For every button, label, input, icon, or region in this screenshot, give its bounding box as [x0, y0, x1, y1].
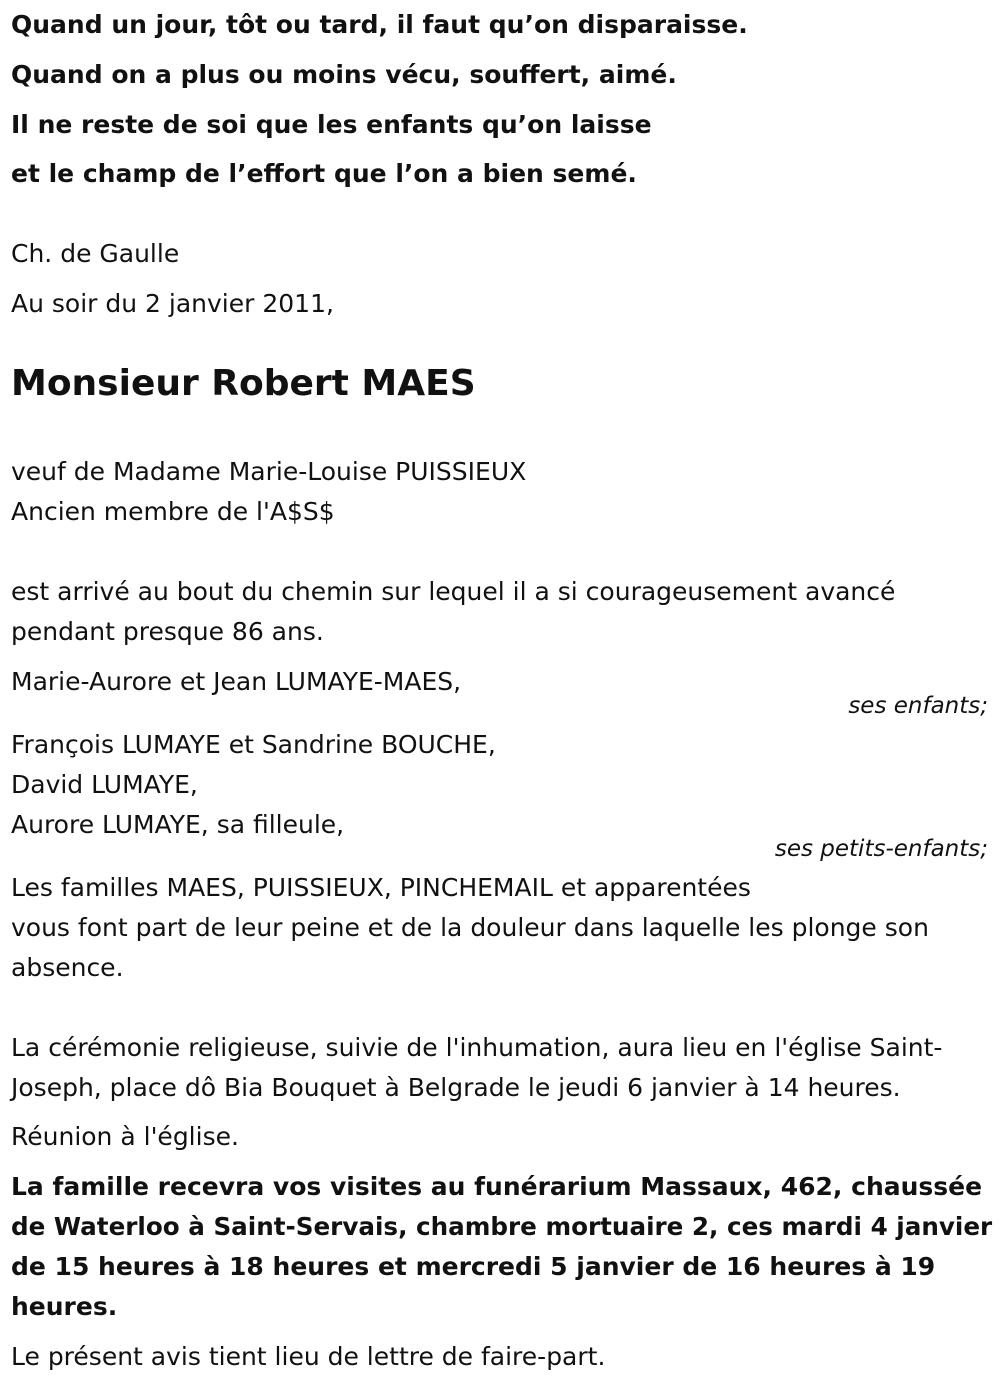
closing-line: Le présent avis tient lieu de lettre de faire-part.	[11, 1342, 606, 1371]
detail-line: Ancien membre de l'A$S$	[11, 497, 335, 526]
announcement-line: pendant presque 86 ans.	[11, 617, 324, 646]
children-role: ses enfants;	[848, 693, 988, 719]
children-name: Marie-Aurore et Jean LUMAYE-MAES,	[11, 667, 462, 696]
announcement-line: est arrivé au bout du chemin sur lequel il a si courageusement avancé	[11, 577, 896, 606]
visits-line: La famille recevra vos visites au funérarium Massaux, 462, chaussée	[11, 1172, 983, 1201]
poem-line: et le champ de l’effort que l’on a bien semé.	[11, 159, 637, 188]
families-line: absence.	[11, 953, 124, 982]
date-line: Au soir du 2 janvier 2011,	[11, 289, 334, 318]
visits-line: de 15 heures à 18 heures et mercredi 5 janvier de 16 heures à 19	[11, 1252, 936, 1281]
deceased-name: Monsieur Robert MAES	[11, 363, 476, 404]
poem-line: Quand on a plus ou moins vécu, souffert, aimé.	[11, 60, 677, 89]
poem-line: Quand un jour, tôt ou tard, il faut qu’on disparaisse.	[11, 10, 748, 39]
grandchildren-role: ses petits-enfants;	[774, 836, 988, 862]
grandchild-name: François LUMAYE et Sandrine BOUCHE,	[11, 730, 496, 759]
ceremony-line: Joseph, place dô Bia Bouquet à Belgrade le jeudi 6 janvier à 14 heures.	[11, 1073, 901, 1102]
ceremony-line: La cérémonie religieuse, suivie de l'inhumation, aura lieu en l'église Saint-	[11, 1033, 943, 1062]
detail-line: veuf de Madame Marie-Louise PUISSIEUX	[11, 457, 527, 486]
families-line: Les familles MAES, PUISSIEUX, PINCHEMAIL et apparentées	[11, 873, 751, 902]
grandchild-name: Aurore LUMAYE, sa filleule,	[11, 810, 345, 839]
poem-author: Ch. de Gaulle	[11, 239, 180, 268]
visits-line: de Waterloo à Saint-Servais, chambre mortuaire 2, ces mardi 4 janvier	[11, 1212, 993, 1241]
visits-line: heures.	[11, 1292, 118, 1321]
meeting-line: Réunion à l'église.	[11, 1122, 239, 1151]
families-line: vous font part de leur peine et de la douleur dans laquelle les plonge son	[11, 913, 929, 942]
grandchild-name: David LUMAYE,	[11, 770, 198, 799]
poem-line: Il ne reste de soi que les enfants qu’on laisse	[11, 110, 652, 139]
